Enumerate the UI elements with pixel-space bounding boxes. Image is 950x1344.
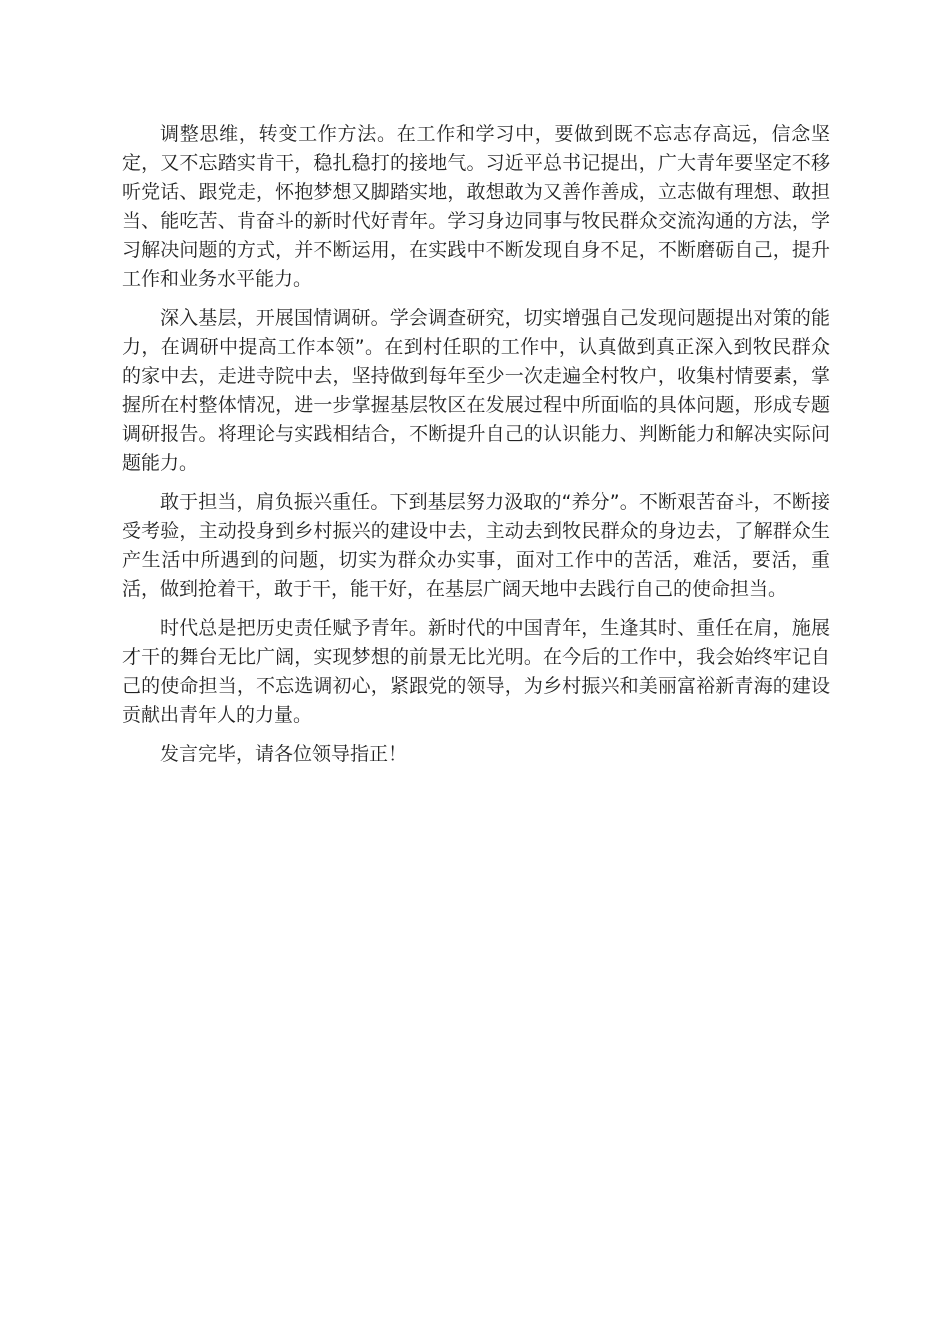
paragraph-closing: 发言完毕，请各位领导指正！ — [160, 743, 408, 765]
document-body — [122, 120, 830, 779]
paragraph-take-responsibility: 敢于担当，肩负振兴重任。下到基层努力汲取的“养分”。不断艰苦奋斗，不断接受考验，主动投身到乡村振兴的建设中去，主动去到牧民群众的身边去，了解群众生产生活中所遇到的问题，切实为群众办实事，面对工作中的苦活，难活，要活，重活，做到抢着干，敢于干，能干好，在基层广阔天地中去践行自己的使命担当。 — [122, 491, 830, 600]
paragraph-adjust-thinking: 调整思维，转变工作方法。在工作和学习中，要做到既不忘志存高远，信念坚定，又不忘踏实肯干，稳扎稳打的接地气。习近平总书记提出，广大青年要坚定不移听党话、跟党走，怀抱梦想又脚踏实地，敢想敢为又善作善成，立志做有理想、敢担当、能吃苦、肯奋斗的新时代好青年。学习身边同事与牧民群众交流沟通的方法，学习解决问题的方式，并不断运用，在实践中不断发现自身不足，不断磨砺自己，提升工作和业务水平能力。 — [122, 123, 830, 290]
paragraph-era-youth: 时代总是把历史责任赋予青年。新时代的中国青年，生逢其时、重任在肩，施展才干的舞台无比广阔，实现梦想的前景无比光明。在今后的工作中，我会始终牢记自己的使命担当，不忘选调初心，紧跟党的领导，为乡村振兴和美丽富裕新青海的建设贡献出青年人的力量。 — [122, 617, 830, 726]
paragraph-grassroots-research: 深入基层，开展国情调研。学会调查研究，切实增强自己发现问题提出对策的能力，在调研中提高工作本领”。在到村任职的工作中，认真做到真正深入到牧民群众的家中去，走进寺院中去，坚持做到每年至少一次走遍全村牧户，收集村情要素，掌握所在村整体情况，进一步掌握基层牧区在发展过程中所面临的具体问题，形成专题调研报告。将理论与实践相结合，不断提升自己的认识能力、判断能力和解决实际问题能力。 — [122, 307, 830, 474]
